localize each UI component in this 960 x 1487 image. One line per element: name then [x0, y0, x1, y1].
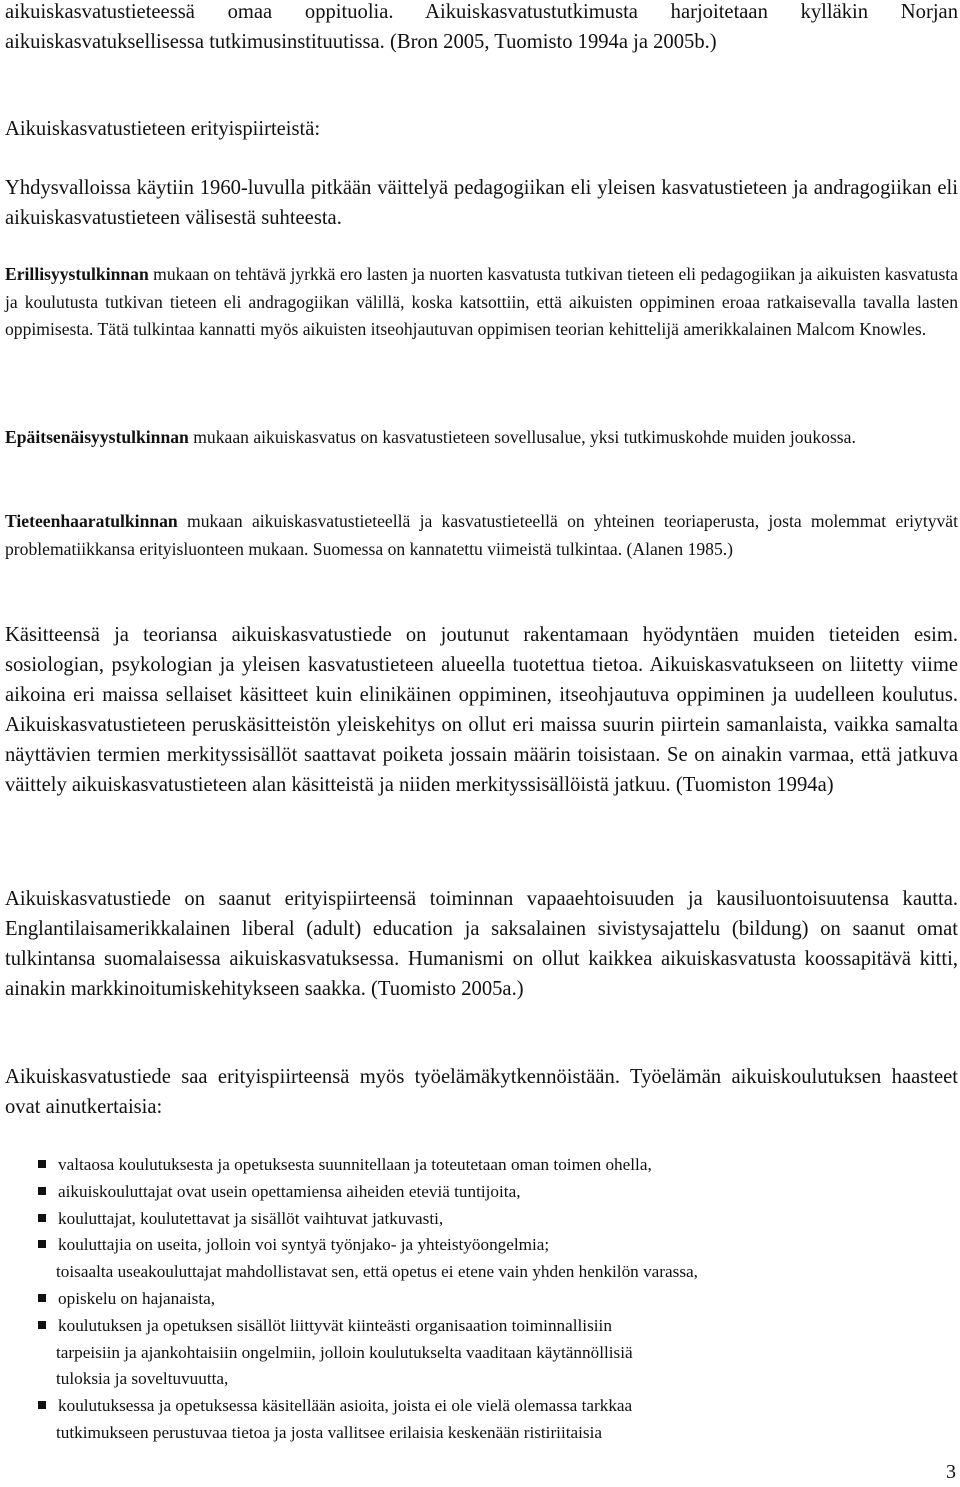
- list-item-text: kouluttajat, koulutettavat ja sisällöt vaihtuvat jatkuvasti,: [58, 1208, 444, 1228]
- challenges-list: [38, 1152, 953, 1447]
- section-heading: Aikuiskasvatustieteen erityispiirteistä:: [5, 118, 321, 140]
- square-bullet-icon: [38, 1240, 46, 1248]
- paragraph-erillisyys-text: mukaan on tehtävä jyrkkä ero lasten ja nuorten kasvatusta tutkivan tieteen eli pedagogiikan ja aikuisten kasvatusta ja koulutusta tutkivan tieteen eli andragogiikan välillä, koska katsottiin, että aikuisten oppiminen eroaa ratkaisevalla tavalla lasten oppimisesta. Tätä tulkintaa kannatti myös aikuisten itseohjautuvan oppimisen teorian kehittelijä amerikkalainen Malcom Knowles.: [5, 264, 958, 339]
- list-item-continuation: tarpeisiin ja ajankohtaisiin ongelmiin, jolloin koulutukselta vaaditaan käytännöllisiä: [56, 1342, 633, 1362]
- paragraph-debate: Yhdysvalloissa käytiin 1960-luvulla pitkään väittelyä pedagogiikan eli yleisen kasvatustieteen ja andragogiikan eli aikuiskasvatustieteen välisestä suhteesta.: [5, 177, 958, 229]
- paragraph-tyoelama: Aikuiskasvatustiede saa erityispiirteensä myös työelämäkytkennöistään. Työelämän aikuiskoulutuksen haasteet ovat ainutkertaisia:: [5, 1066, 958, 1118]
- list-item: [38, 1313, 953, 1393]
- square-bullet-icon: [38, 1160, 46, 1168]
- page-number: 3: [946, 1461, 956, 1483]
- list-item-text: aikuiskouluttajat ovat usein opettamiensa aiheiden eteviä tuntijoita,: [58, 1181, 521, 1201]
- list-item: [38, 1179, 953, 1206]
- paragraph-kasitteet: Käsitteensä ja teoriansa aikuiskasvatustiede on joutunut rakentamaan hyödyntäen muiden tieteiden esim. sosiologian, psykologian ja yleisen kasvatustieteen alueella tuotettua tietoa. Aikuiskasvatukseen on liitetty viime aikoina eri maissa sellaiset käsitteet kuin elinikäinen oppiminen, itseohjautuva oppiminen ja uudelleen koulutus. Aikuiskasvatustieteen peruskäsitteistön yleiskehitys on ollut eri maissa suurin piirtein samanlaista, vaikka samalta näyttävien termien merkityssisällöt saattavat poiketa jossain määrin toisistaan. Se on ainakin varmaa, että jatkuva väittely aikuiskasvatustieteen alan käsitteistä ja niiden merkityssisällöistä jatkuu. (Tuomiston 1994a): [5, 624, 958, 796]
- list-item: [38, 1286, 953, 1313]
- list-item-text: kouluttajia on useita, jolloin voi syntyä työnjako- ja yhteistyöongelmia;: [58, 1235, 550, 1255]
- paragraph-erityispiirteet: Aikuiskasvatustiede on saanut erityispiirteensä toiminnan vapaaehtoisuuden ja kausiluontoisuutensa kautta. Englantilaisamerikkalainen liberal (adult) education ja saksalainen sivistysajattelu (bildung) on saanut omat tulkintansa suomalaisessa aikuiskasvatuksessa. Humanismi on ollut kaikkea aikuiskasvatusta koossapitävä kitti, ainakin markkinoitumiskehitykseen saakka. (Tuomisto 2005a.): [5, 888, 958, 1000]
- paragraph-erillisyys: [5, 261, 958, 344]
- paragraph-tieteenhaara: [5, 508, 958, 563]
- list-item-text: opiskelu on hajanaista,: [58, 1288, 216, 1308]
- square-bullet-icon: [38, 1187, 46, 1195]
- list-item-text: koulutuksessa ja opetuksessa käsitellään asioita, joista ei ole vielä olemassa tarkkaa: [58, 1396, 633, 1416]
- list-item-continuation: tuloksia ja soveltuvuutta,: [56, 1369, 229, 1389]
- square-bullet-icon: [38, 1401, 46, 1409]
- list-item-text: koulutuksen ja opetuksen sisällöt liittyvät kiinteästi organisaation toiminnallisiin: [58, 1315, 612, 1335]
- term-epaitsenaisyystulkinnan: Epäitsenäisyystulkinnan: [5, 427, 189, 447]
- paragraph-epaitsenaisyys: [5, 424, 958, 452]
- list-item: [38, 1206, 953, 1233]
- square-bullet-icon: [38, 1294, 46, 1302]
- list-item: [38, 1152, 953, 1179]
- list-item-continuation: toisaalta useakouluttajat mahdollistavat sen, että opetus ei etene vain yhden henkilön varassa,: [56, 1262, 698, 1282]
- term-erillisyystulkinnan: Erillisyystulkinnan: [5, 264, 149, 284]
- term-tieteenhaaratulkinnan: Tieteenhaaratulkinnan: [5, 511, 178, 531]
- paragraph-tieteenhaara-text: mukaan aikuiskasvatustieteellä ja kasvatustieteellä on yhteinen teoriaperusta, josta molemmat eriytyvät problematiikkansa erityisluonteen mukaan. Suomessa on kannatettu viimeistä tulkintaa. (Alanen 1985.): [5, 511, 958, 559]
- paragraph-intro: aikuiskasvatustieteessä omaa oppituolia. Aikuiskasvatustutkimusta harjoitetaan kylläkin Norjan aikuiskasvatuksellisessa tutkimusinstituutissa. (Bron 2005, Tuomisto 1994a ja 2005b.): [5, 1, 958, 53]
- list-item: [38, 1393, 953, 1447]
- paragraph-epaitsenaisyys-text: mukaan aikuiskasvatus on kasvatustieteen sovellusalue, yksi tutkimuskohde muiden joukossa.: [188, 427, 856, 447]
- list-item-continuation: tutkimukseen perustuvaa tietoa ja josta vallitsee erilaisia keskenään ristiriitaisia: [56, 1422, 603, 1442]
- list-item: [38, 1232, 953, 1286]
- square-bullet-icon: [38, 1321, 46, 1329]
- square-bullet-icon: [38, 1214, 46, 1222]
- list-item-text: valtaosa koulutuksesta ja opetuksesta suunnitellaan ja toteutetaan oman toimen ohella,: [58, 1155, 652, 1174]
